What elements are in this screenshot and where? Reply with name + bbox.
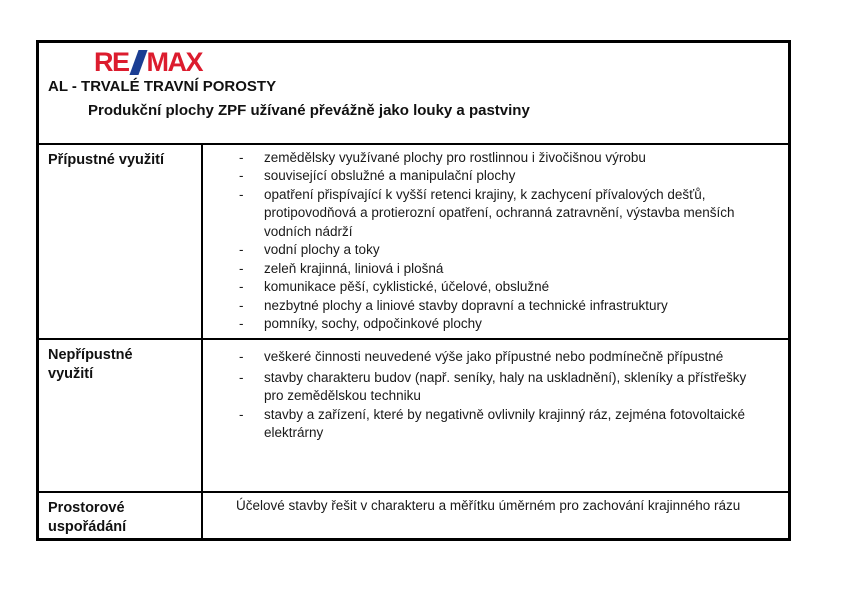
bullet-text: pomníky, sochy, odpočinkové plochy [264, 316, 482, 332]
bullet-item [239, 297, 768, 316]
bullet-text: stavby a zařízení, které by negativně ovlivnily krajinný ráz, zejména fotovoltaické elektrárny [264, 406, 745, 441]
bullet-text: zemědělsky využívané plochy pro rostlinnou i živočišnou výrobu [264, 149, 646, 165]
bullet-list-permissible [203, 145, 788, 334]
bullet-dash: - [239, 260, 244, 276]
bullet-text: související obslužné a manipulační plochy [264, 168, 516, 184]
document-table [36, 40, 791, 541]
bullet-text: komunikace pěší, cyklistické, účelové, obslužné [264, 279, 550, 295]
bullet-item [239, 167, 768, 186]
cell-spatial-arrangement [203, 493, 788, 538]
bullet-item [239, 369, 768, 406]
row-permissible-use [39, 143, 788, 338]
bullet-dash: - [239, 369, 244, 385]
bullet-text: nezbytné plochy a liniové stavby dopravní a technické infrastruktury [264, 297, 668, 313]
bullet-item [239, 149, 768, 168]
remax-logo [94, 47, 203, 77]
label-line: využití [48, 366, 94, 383]
remax-slash-icon [129, 50, 147, 75]
bullet-dash: - [239, 316, 244, 332]
label-line: Přípustné využití [48, 151, 165, 168]
bullet-item [239, 344, 768, 369]
label-line: Nepřípustné [48, 346, 133, 363]
bullet-item [239, 315, 768, 334]
bullet-dash: - [239, 297, 244, 313]
bullet-dash: - [239, 279, 244, 295]
bullet-text: opatření přispívající k vyšší retenci krajiny, k zachycení přívalových dešťů, protipovodňová a protierozní opatření, ochranná zatravnění, výstavba menších vodních nádrží [264, 186, 735, 239]
bullet-text: stavby charakteru budov (např. seníky, haly na uskladnění), skleníky a přístřešky pro zemědělskou techniku [264, 369, 747, 404]
row-label-permissible-use [39, 145, 203, 338]
row-label-spatial-arrangement [39, 493, 203, 538]
row-impermissible-use [39, 338, 788, 491]
bullet-item [239, 186, 768, 242]
remax-logo-max: MAX [146, 47, 203, 77]
bullet-list-impermissible [203, 340, 788, 443]
bullet-item [239, 278, 768, 297]
cell-impermissible-use [203, 340, 788, 491]
bullet-dash: - [239, 168, 244, 184]
document-title: AL - TRVALÉ TRAVNÍ POROSTY [48, 78, 277, 95]
row-spatial-arrangement [39, 491, 788, 538]
row-label-impermissible-use [39, 340, 203, 491]
bullet-dash: - [239, 348, 244, 364]
header-cell [39, 43, 788, 143]
bullet-item [239, 241, 768, 260]
bullet-dash: - [239, 149, 244, 165]
bullet-dash: - [239, 406, 244, 422]
spatial-arrangement-text: Účelové stavby řešit v charakteru a měřítku úměrném pro zachování krajinného rázu [236, 497, 741, 513]
bullet-text: veškeré činnosti neuvedené výše jako přípustné nebo podmínečně přípustné [264, 348, 724, 364]
bullet-item [239, 260, 768, 279]
bullet-item [239, 406, 768, 443]
bullet-dash: - [239, 186, 244, 202]
bullet-text: vodní plochy a toky [264, 242, 380, 258]
bullet-dash: - [239, 242, 244, 258]
remax-logo-re: RE [94, 47, 129, 77]
label-line: Prostorové [48, 499, 125, 516]
cell-permissible-use [203, 145, 788, 338]
document-subtitle: Produkční plochy ZPF užívané převážně jako louky a pastviny [88, 102, 530, 119]
label-line: uspořádání [48, 519, 127, 536]
bullet-text: zeleň krajinná, liniová i plošná [264, 260, 444, 276]
